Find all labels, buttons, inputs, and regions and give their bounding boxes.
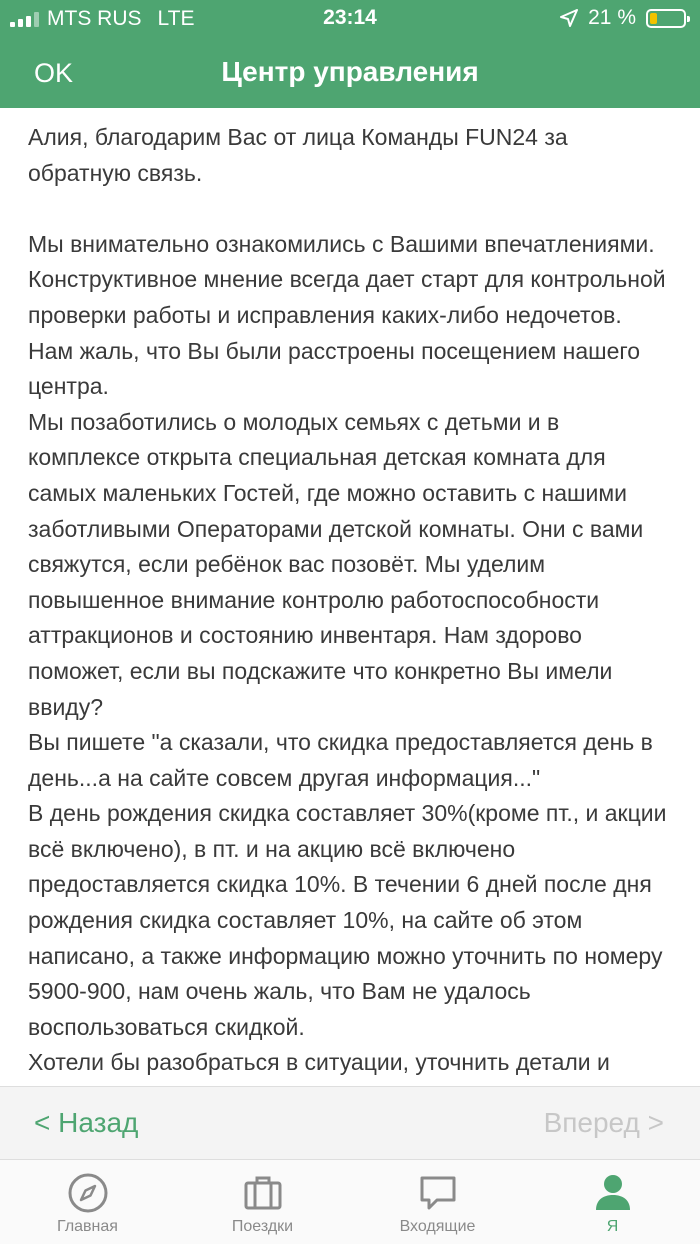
tab-bar — [0, 1160, 700, 1244]
message-paragraph: В день рождения скидка составляет 30%(кроме пт., и акции всё включено), в пт. и на акцию всё включено предоставляется скидка 10%. В течении 6 дней после дня рождения скидка составляет 10%, на сайте об этом написано, а также информацию можно уточнить по номеру 5900-900, нам очень жаль, что Вам не удалось воспользоваться скидкой. — [28, 800, 673, 1040]
compass-icon — [67, 1172, 109, 1214]
tab-inbox[interactable] — [350, 1160, 525, 1244]
back-button[interactable]: < Назад — [34, 1107, 139, 1138]
network-type: LTE — [157, 7, 195, 30]
header — [0, 0, 700, 108]
suitcase-icon — [242, 1172, 284, 1214]
navigation-bar — [0, 36, 700, 108]
location-arrow-icon — [560, 9, 578, 27]
battery-percent: 21 % — [588, 6, 636, 29]
carrier-name: MTS RUS — [47, 7, 142, 30]
battery-icon — [646, 9, 686, 28]
tab-label: Я — [606, 1218, 619, 1235]
clock: 23:14 — [323, 6, 377, 29]
tab-label: Входящие — [399, 1218, 476, 1235]
message-paragraph: Алия, благодарим Вас от лица Команды FUN24 за обратную связь. — [28, 124, 575, 186]
status-right — [560, 6, 686, 30]
browser-navigation-bar — [0, 1086, 700, 1160]
ok-button[interactable]: OK — [34, 58, 74, 88]
tab-profile[interactable] — [525, 1160, 700, 1244]
message-body[interactable] — [0, 108, 700, 1086]
battery-level — [650, 13, 657, 24]
tab-label: Поездки — [231, 1218, 294, 1235]
message-paragraph: Мы внимательно ознакомились с Вашими впечатлениями. Конструктивное мнение всегда дает старт для контрольной проверки работы и исправления каких-либо недочетов. Нам жаль, что Вы были расстроены посещением нашего центра. — [28, 230, 672, 400]
tab-trips[interactable] — [175, 1160, 350, 1244]
tab-home[interactable] — [0, 1160, 175, 1244]
message-paragraph: Хотели бы разобраться в ситуации, уточнить детали и — [28, 1049, 610, 1076]
message-paragraph: Мы позаботились о молодых семьях с детьми и в комплексе открыта специальная детская комната для самых маленьких Гостей, где можно оставить с нашими заботливыми Операторами детской комнаты. Они с вами свяжутся, если ребёнок вас позовёт. Мы уделим повышенное внимание контролю работоспособности аттракционов и состоянию инвентаря. Нам здорово поможет, если вы подскажите что конкретно Вы имели ввиду? — [28, 408, 650, 720]
forward-button: Вперед > — [543, 1107, 664, 1138]
page-title: Центр управления — [221, 56, 479, 87]
tab-label: Главная — [57, 1218, 118, 1235]
message-paragraph: Вы пишете "а сказали, что скидка предоставляется день в день...а на сайте совсем другая информация..." — [28, 729, 660, 791]
person-icon — [592, 1172, 634, 1214]
chat-bubble-icon — [417, 1172, 459, 1214]
status-bar — [0, 0, 700, 36]
